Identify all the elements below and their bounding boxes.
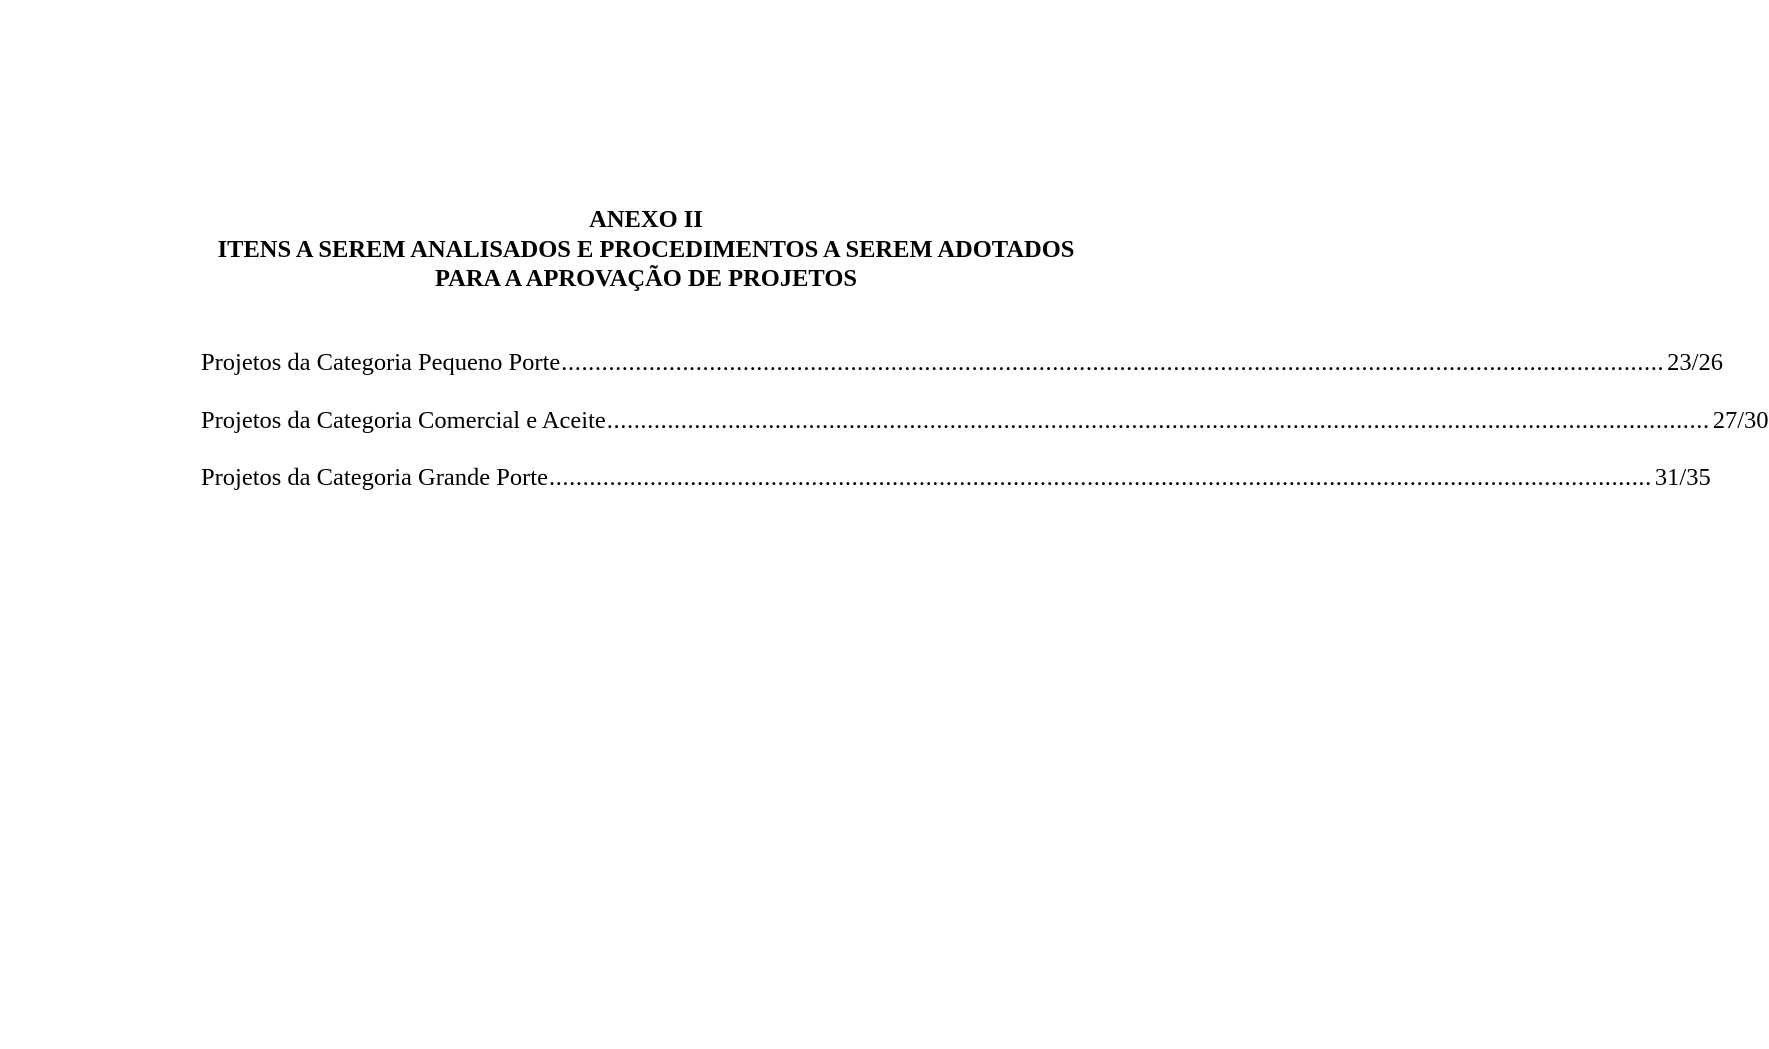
toc-entry-page: 31/35	[1654, 464, 1711, 491]
annex-subtitle-line-1: ITENS A SEREM ANALISADOS E PROCEDIMENTOS A SEREM ADOTADOS	[217, 235, 1075, 263]
toc-dot-leader: ....................................................................................................................................................................	[606, 406, 1710, 434]
toc-entry-grande-porte	[201, 464, 1711, 522]
toc-dot-leader: ....................................................................................................................................................................	[561, 349, 1665, 376]
toc-entry-comercial-e-aceite	[201, 406, 1769, 465]
toc-entry-page: 27/30	[1712, 406, 1769, 434]
toc-entry-label: Projetos da Categoria Pequeno Porte	[201, 349, 561, 376]
annex-title: ANEXO II	[589, 206, 703, 233]
toc-entry-label: Projetos da Categoria Comercial e Aceite	[201, 406, 606, 434]
annex-heading	[200, 205, 1092, 294]
toc-entry-label: Projetos da Categoria Grande Porte	[201, 464, 548, 491]
toc-entry-pequeno-porte	[201, 349, 1723, 407]
annex-subtitle-line-2: PARA A APROVAÇÃO DE PROJETOS	[434, 265, 857, 292]
toc-dot-leader: ....................................................................................................................................................................	[548, 464, 1652, 491]
table-of-contents	[201, 349, 1769, 522]
toc-entry-page: 23/26	[1667, 349, 1723, 376]
